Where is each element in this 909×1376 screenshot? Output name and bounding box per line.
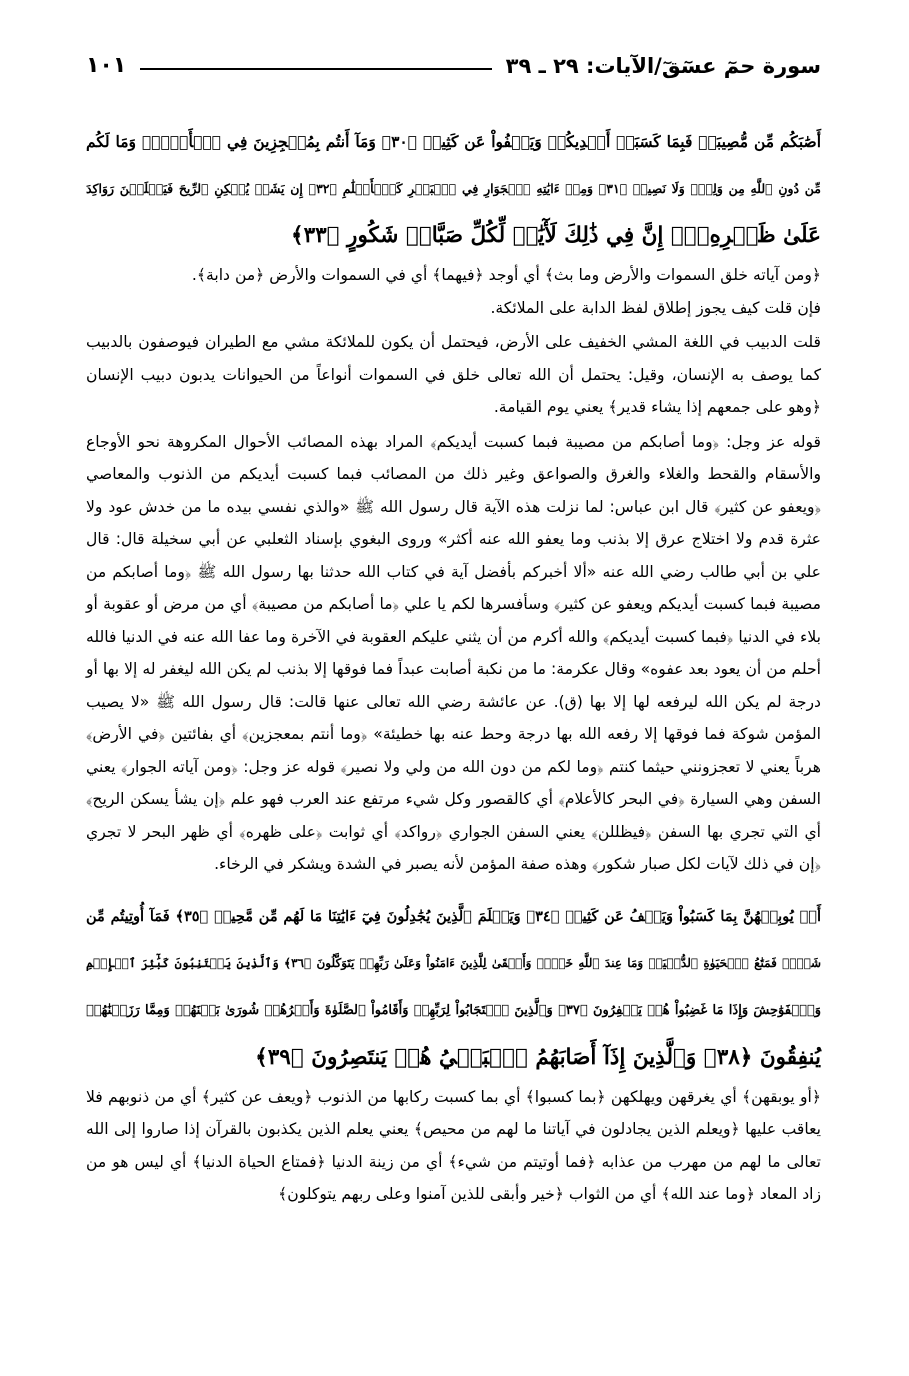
tafsir-paragraph: ﴿أو يوبقهن﴾ أي يغرقهن ويهلكهن ﴿بما كسبوا﴾ أي بما كسبت ركابها من الذنوب ﴿ويعف عن كثير﴾ أي من ذنوبهم فلا يعاقب عليها ﴿ويعلم الذين يجادلون في آياتنا ما لهم من محيص﴾ يعني يعلم الذين يكذبون بالقرآن إذا صاروا إلى الله تعالى ما لهم من مهرب من عذابه ﴿فما أوتيتم من شيء﴾ أي من زينة الدنيا ﴿فمتاع الحياة الدنيا﴾ أي ليس هو من زاد المعاد ﴿وما عند الله﴾ أي من الثواب ﴿خير وأبقى للذين آمنوا وعلى ربهم يتوكلون﴾: [86, 1087, 821, 1203]
verse-line: عَلَىٰ ظَهۡرِهِۦٓۚ إِنَّ فِي ذَٰلِكَ لَأٓيَٰتٖ لِّكُلِّ صَبَّارٖ شَكُورٍ ﴿٣٣﴾: [290, 223, 821, 248]
tafsir-paragraph: قوله عز وجل: ﴿وما أصابكم من مصيبة فبما كسبت أيديكم﴾ المراد بهذه المصائب الأحوال المكروهة نحو الأوجاع والأسقام والقحط والغلاء والغرق والصواعق وغير ذلك من المصائب فبما كسبت أيديكم من الذنوب والمعاصي ﴿ويعفو عن كثير﴾ قال ابن عباس: لما نزلت هذه الآية قال رسول الله ﷺ «والذي نفسي بيده ما من خدش عود ولا عثرة قدم ولا اختلاج عرق إلا بذنب وما يعفو الله عنه أكثر» وروى البغوي بإسناد الثعلبي عن أبي سخيلة قال: قال علي بن أبي طالب رضي الله عنه «ألا أخبركم بأفضل آية في كتاب الله حدثنا بها رسول الله ﷺ ﴿وما أصابكم من مصيبة فبما كسبت أيديكم ويعفو عن كثير﴾ وسأفسرها لكم يا علي ﴿ما أصابكم من مصيبة﴾ أي من مرض أو عقوبة أو بلاء في الدنيا ﴿فبما كسبت أيديكم﴾ والله أكرم من أن يثني عليكم العقوبة في الآخرة وما عفا الله عنه في الدنيا فالله أحلم من أن يعود بعد عفوه» وقال عكرمة: ما من نكبة أصابت عبداً فما فوقها إلا بذنب لم يكن الله ليغفر له إلا بها أو درجة لم يكن الله ليرفعه لها إلا بها (ق). عن عائشة رضي الله تعالى عنها قالت: قال رسول الله ﷺ «لا يصيب المؤمن شوكة فما فوقها إلا رفعه الله بها درجة وحط عنه بها خطيئة» ﴿وما أنتم بمعجزين﴾ أي بفائتين ﴿في الأرض﴾ هرباً يعني لا تعجزونني حيثما كنتم ﴿وما لكم من دون الله من ولي ولا نصير﴾ قوله عز وجل: ﴿ومن آياته الجوار﴾ يعني السفن وهي السيارة ﴿في البحر كالأعلام﴾ أي كالقصور وكل شيء مرتفع عند العرب فهو علم ﴿إن يشأ يسكن الريح﴾ أي التي تجري بها السفن ﴿فيظللن﴾ يعني السفن الجواري ﴿رواكد﴾ أي ثوابت ﴿على ظهره﴾ أي ظهر البحر لا تجري ﴿إن في ذلك لآيات لكل صبار شكور﴾ وهذه صفة المؤمن لأنه يصبر في الشدة ويشكر في الرخاء.: [86, 432, 821, 873]
surah-title: سورة حمٓ عسٓقٓ/الآيات: ٢٩ ـ ٣٩: [505, 54, 821, 78]
tafsir-section-1: [86, 259, 821, 881]
quran-verses-bottom: [86, 893, 821, 1081]
verse-line: أَوۡ يُوبِقۡهُنَّ بِمَا كَسَبُواْ وَيَعۡفُ عَن كَثِيرٖ ﴿٣٤﴾ وَيَعۡلَمَ ٱلَّذِينَ يُجَٰدِلُونَ فِيٓ ءَايَٰتِنَا مَا لَهُم مِّن مَّحِيصٖ ﴿٣٥﴾ فَمَآ أُوتِيتُم مِّن: [86, 907, 821, 925]
verse-line: يُنفِقُونَ ﴿٣٨﴾ وَٱلَّذِينَ إِذَآ أَصَابَهُمُ ٱلۡبَغۡيُ هُمۡ يَنتَصِرُونَ ﴿٣٩﴾: [255, 1044, 821, 1070]
quran-verses-top: [86, 118, 821, 259]
tafsir-paragraph: ﴿ومن آياته خلق السموات والأرض وما بث﴾ أي أوجد ﴿فيهما﴾ أي في السموات والأرض ﴿من دابة﴾.: [191, 266, 821, 284]
page-number: ١٠١: [86, 53, 127, 78]
verse-line: أَصَٰبَكُم مِّن مُّصِيبَةٖ فَبِمَا كَسَبَتۡ أَيۡدِيكُمۡ وَيَعۡفُواْ عَن كَثِيرٖ ﴿٣٠﴾ وَمَآ أَنتُم بِمُعۡجِزِينَ فِي ٱلۡأَرۡضِۖ وَمَا لَكُم: [86, 132, 821, 151]
verse-line: شَيۡءٖ فَمَتَٰعُ ٱلۡحَيَوٰةِ ٱلدُّنۡيَاۖ وَمَا عِندَ ٱللَّهِ خَيۡرٞ وَأَبۡقَىٰ لِلَّذِينَ ءَامَنُواْ وَعَلَىٰ رَبِّهِمۡ يَتَوَكَّلُونَ ﴿٣٦﴾ وَٱلَّذِينَ يَجۡتَنِبُونَ كَبَٰٓئِرَ ٱلۡإِثۡمِ: [86, 955, 822, 970]
tafsir-paragraph: قلت الدبيب في اللغة المشي الخفيف على الأرض، فيحتمل أن يكون للملائكة مشي مع الطيران فيوصفون بالدبيب كما يوصف به الإنسان، وقيل: يحتمل أن الله تعالى خلق في السموات أنواعاً من الحيوانات يدبون دبيب الإنسان ﴿وهو على جمعهم إذا يشاء قدير﴾ يعني يوم القيامة.: [86, 333, 821, 416]
verse-line: مِّن دُونِ ٱللَّهِ مِن وَلِيّٖ وَلَا نَصِيرٖ ﴿٣١﴾ وَمِنۡ ءَايَٰتِهِ ٱلۡجَوَارِ فِي ٱلۡبَحۡرِ كَٱلۡأَعۡلَٰمِ ﴿٣٢﴾ إِن يَشَأۡ يُسۡكِنِ ٱلرِّيحَ فَيَظۡلَلۡنَ رَوَاكِدَ: [86, 181, 822, 196]
verse-line: وَٱلۡفَوَٰحِشَ وَإِذَا مَا غَضِبُواْ هُمۡ يَغۡفِرُونَ ﴿٣٧﴾ وَٱلَّذِينَ ٱسۡتَجَابُواْ لِرَبِّهِمۡ وَأَقَامُواْ ٱلصَّلَوٰةَ وَأَمۡرُهُمۡ شُورَىٰ بَيۡنَهُمۡ وَمِمَّا رَزَقۡنَٰهُمۡ: [86, 1002, 821, 1018]
tafsir-section-2: [86, 1081, 821, 1211]
page-header: [86, 44, 821, 78]
header-rule: [140, 68, 491, 70]
tafsir-paragraph: فإن قلت كيف يجوز إطلاق لفظ الدابة على الملائكة.: [490, 298, 821, 317]
